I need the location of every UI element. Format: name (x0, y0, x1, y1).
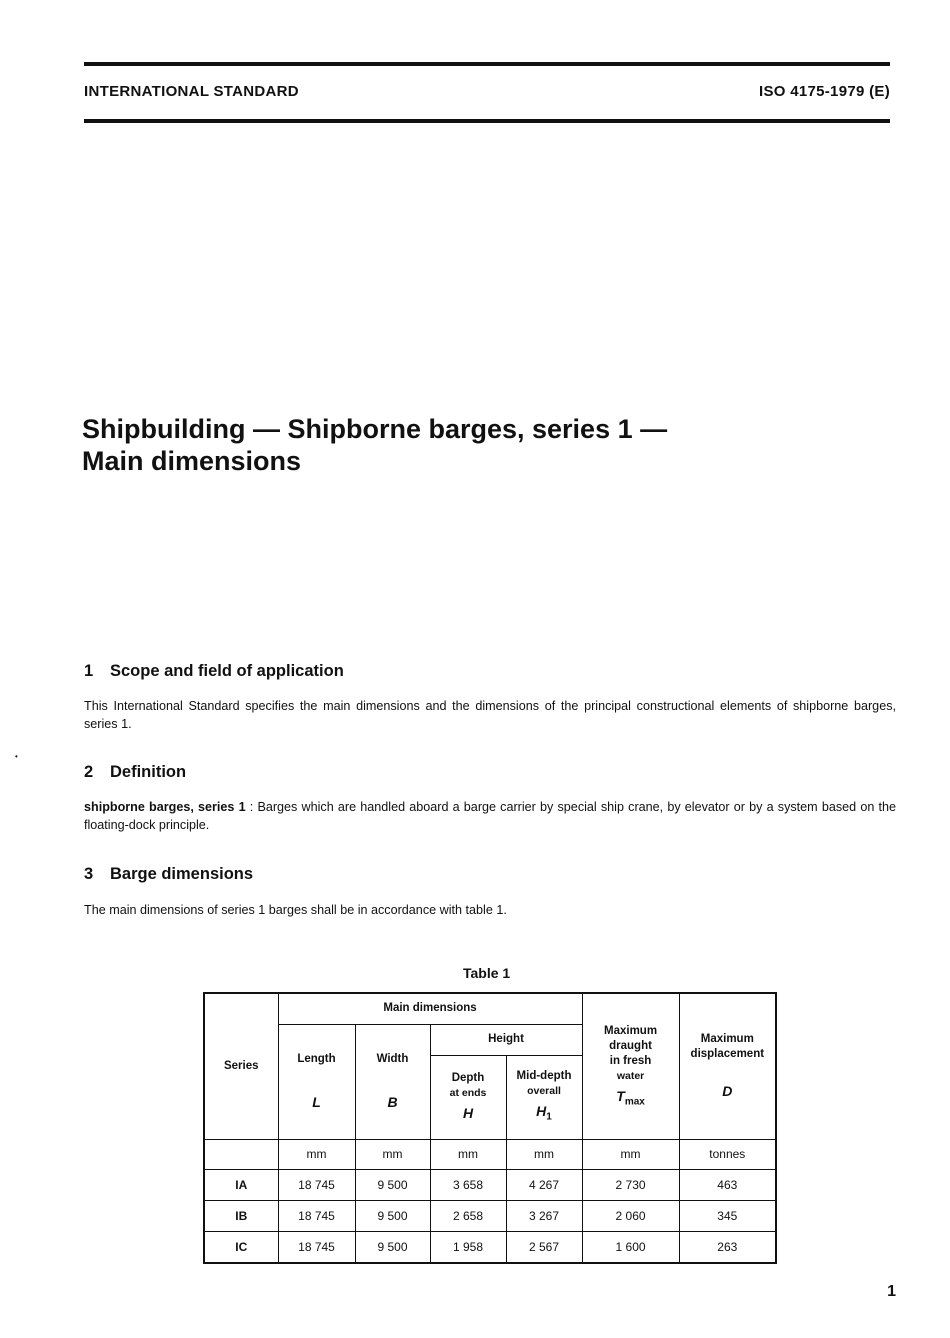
definition-text: : Barges which are handled aboard a barge carrier by special ship crane, by elevator or by a system based on the floating-dock principle. (84, 800, 897, 832)
section-2-body (84, 798, 896, 834)
document-type: INTERNATIONAL STANDARD (84, 83, 299, 100)
series-cell: IB (204, 1200, 278, 1231)
displacement-symbol (680, 1084, 776, 1101)
symbol: D (722, 1082, 733, 1099)
margin-mark: • (15, 752, 18, 761)
value-cell: 2 658 (430, 1200, 506, 1231)
header-line: at ends (449, 1087, 487, 1099)
section-title: Definition (110, 763, 187, 781)
title-line-2: Main dimensions (82, 446, 302, 476)
value-cell: 1 600 (582, 1231, 679, 1263)
unit-cell: tonnes (679, 1139, 776, 1169)
unit-cell: mm (355, 1139, 430, 1169)
symbol: B (387, 1093, 398, 1110)
section-number: 3 (84, 865, 94, 883)
draught-header (582, 993, 679, 1139)
header-line: Maximum (604, 1024, 658, 1037)
main-dimensions-header: Main dimensions (278, 993, 582, 1024)
standard-number: ISO 4175-1979 (E) (758, 83, 890, 100)
header-line: displacement (690, 1047, 765, 1060)
value-cell: 18 745 (278, 1200, 355, 1231)
value-cell: 3 658 (430, 1169, 506, 1200)
width-symbol (356, 1095, 430, 1112)
value-cell: 4 267 (506, 1169, 582, 1200)
value-cell: 9 500 (355, 1231, 430, 1263)
depth-header (430, 1055, 506, 1139)
displacement-header (679, 993, 776, 1139)
series-header: Series (204, 993, 278, 1139)
value-cell: 2 060 (582, 1200, 679, 1231)
section-1-body: This International Standard specifies the main dimensions and the dimensions of the principal constructional elements of shipborne barges, series 1. (84, 699, 896, 731)
value-cell: 263 (679, 1231, 776, 1263)
width-header (355, 1024, 430, 1139)
table-row (204, 1231, 776, 1263)
unit-cell: mm (430, 1139, 506, 1169)
value-cell: 3 267 (506, 1200, 582, 1231)
value-cell: 463 (679, 1169, 776, 1200)
height-header: Height (430, 1024, 582, 1055)
symbol: H (536, 1103, 547, 1120)
mid-depth-header (506, 1055, 582, 1139)
units-blank (204, 1139, 278, 1169)
section-number: 2 (84, 763, 94, 781)
value-cell: 345 (679, 1200, 776, 1231)
header-line: Depth (451, 1072, 485, 1084)
unit-cell: mm (582, 1139, 679, 1169)
header-rule-top (84, 62, 890, 66)
symbol: T (616, 1087, 625, 1104)
symbol: H (462, 1105, 474, 1121)
value-cell: 18 745 (278, 1231, 355, 1263)
value-cell: 18 745 (278, 1169, 355, 1200)
table-caption: Table 1 (463, 965, 511, 981)
symbol: L (312, 1093, 321, 1110)
symbol-subscript: max (624, 1095, 645, 1107)
length-header (278, 1024, 355, 1139)
section-title: Barge dimensions (110, 865, 254, 883)
header-line: in fresh (609, 1054, 652, 1067)
length-symbol (279, 1095, 355, 1112)
header-line: water (616, 1069, 645, 1082)
value-cell: 9 500 (355, 1200, 430, 1231)
series-cell: IA (204, 1169, 278, 1200)
section-3-body: The main dimensions of series 1 barges shall be in accordance with table 1. (84, 903, 507, 917)
unit-cell: mm (506, 1139, 582, 1169)
definition-term: shipborne barges, series 1 (84, 800, 246, 814)
header-rule-bottom (84, 119, 890, 123)
section-3-heading (84, 865, 253, 884)
section-1-heading (84, 662, 344, 681)
header-line: Length (297, 1052, 336, 1065)
header-line: Maximum (700, 1032, 754, 1045)
value-cell: 1 958 (430, 1231, 506, 1263)
value-cell: 2 567 (506, 1231, 582, 1263)
section-title: Scope and field of application (110, 662, 344, 680)
symbol-subscript: 1 (546, 1111, 552, 1123)
header-line: draught (609, 1039, 652, 1052)
depth-symbol (431, 1106, 506, 1123)
header-line: Width (376, 1052, 409, 1065)
unit-cell: mm (278, 1139, 355, 1169)
table-row (204, 1169, 776, 1200)
title-line-1: Shipbuilding — Shipborne barges, series 1 — (82, 414, 668, 444)
value-cell: 2 730 (582, 1169, 679, 1200)
value-cell: 9 500 (355, 1169, 430, 1200)
table-row (204, 1200, 776, 1231)
section-number: 1 (84, 662, 94, 680)
document-title (82, 413, 842, 477)
header-line: Mid-depth (516, 1070, 572, 1083)
page-number: 1 (887, 1283, 896, 1300)
header-line: overall (527, 1085, 561, 1098)
series-cell: IC (204, 1231, 278, 1263)
section-2-heading (84, 763, 186, 782)
dimensions-table (203, 992, 777, 1264)
mid-depth-symbol (507, 1104, 582, 1124)
units-row (204, 1139, 776, 1169)
draught-symbol (583, 1089, 679, 1109)
